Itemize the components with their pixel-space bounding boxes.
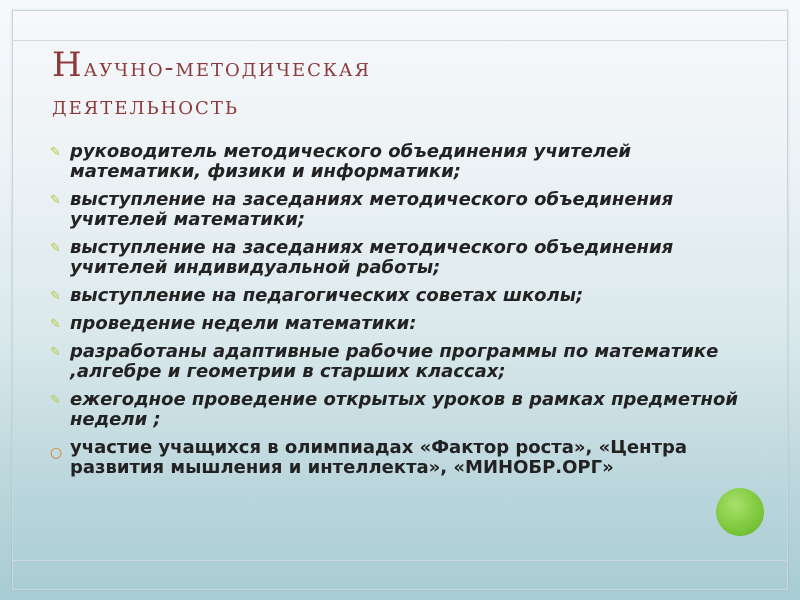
decor-line-bottom xyxy=(12,560,786,561)
list-item-text: проведение недели математики: xyxy=(70,313,417,334)
list-item-text: участие учащихся в олимпиадах «Фактор роста», «Центра развития мышления и интеллекта», «МИНОБР.ОРГ» xyxy=(70,437,688,478)
list-item xyxy=(50,190,750,230)
list-item xyxy=(50,314,750,334)
green-circle-decoration xyxy=(716,488,764,536)
list-item-text: выступление на заседаниях методического объединения учителей индивидуальной работы; xyxy=(70,237,674,278)
list-item xyxy=(50,342,750,382)
title-line-2: деятельность xyxy=(52,91,239,121)
list-item-text: разработаны адаптивные рабочие программы по математике ,алгебре и геометрии в старших классах; xyxy=(70,341,719,382)
pencil-bullet-icon: ✎ xyxy=(50,193,61,208)
slide-title xyxy=(52,46,732,125)
circle-bullet-icon: ○ xyxy=(50,445,63,461)
list-item-text: ежегодное проведение открытых уроков в рамках предметной недели ; xyxy=(70,389,738,430)
list-item-text: руководитель методического объединения учителей математики, физики и информатики; xyxy=(70,141,631,182)
pencil-bullet-icon: ✎ xyxy=(50,289,61,304)
pencil-bullet-icon: ✎ xyxy=(50,317,61,332)
list-item-text: выступление на педагогических советах школы; xyxy=(70,285,584,306)
activity-list xyxy=(50,142,750,486)
list-item xyxy=(50,238,750,278)
list-item xyxy=(50,286,750,306)
list-item xyxy=(50,438,750,478)
title-line-1: Научно-методическая xyxy=(52,45,372,85)
pencil-bullet-icon: ✎ xyxy=(50,241,61,256)
list-item xyxy=(50,142,750,182)
pencil-bullet-icon: ✎ xyxy=(50,145,61,160)
list-item-text: выступление на заседаниях методического объединения учителей математики; xyxy=(70,189,674,230)
decor-line-top xyxy=(12,40,786,41)
pencil-bullet-icon: ✎ xyxy=(50,345,61,360)
list-item xyxy=(50,390,750,430)
pencil-bullet-icon: ✎ xyxy=(50,393,61,408)
